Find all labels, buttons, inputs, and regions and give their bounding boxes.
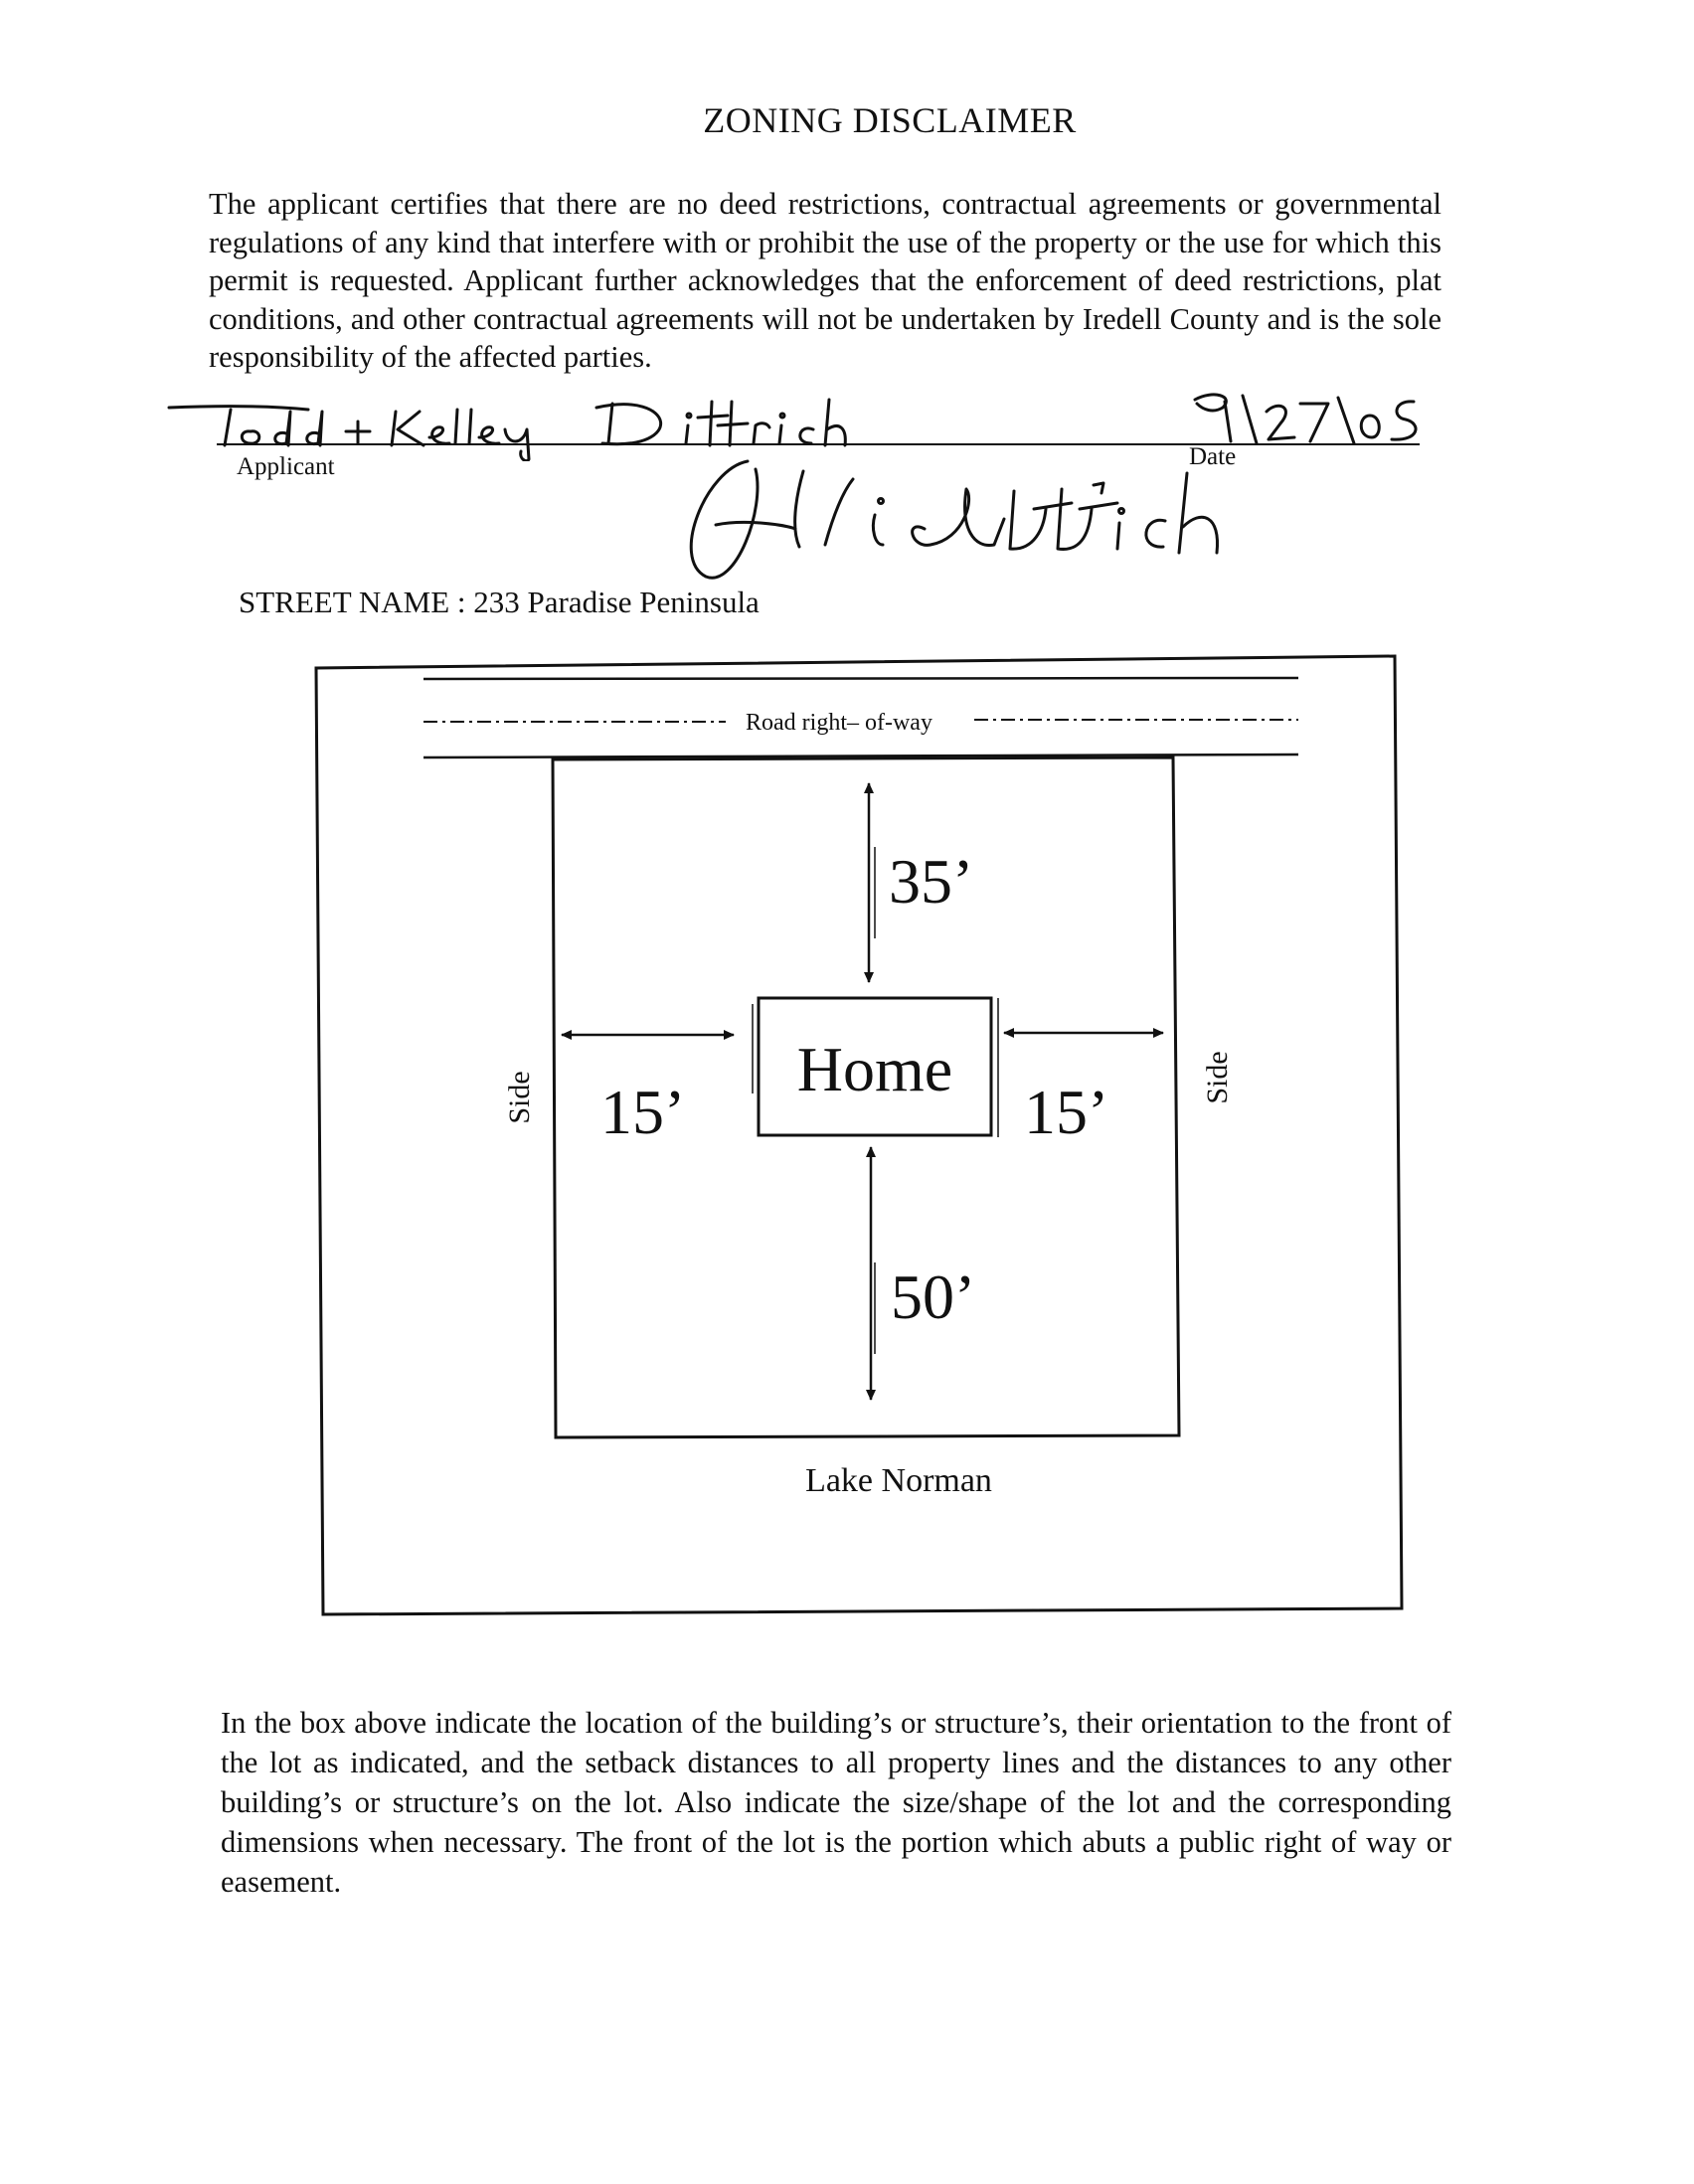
right-side-label: Side <box>1201 1051 1234 1104</box>
left-side-label: Side <box>503 1071 536 1124</box>
road-label: Road right– of-way <box>746 710 932 736</box>
road-top-line <box>424 678 1298 679</box>
document-title: ZONING DISCLAIMER <box>703 100 1077 140</box>
certification-paragraph: The applicant certifies that there are no deed restrictions, contractual agreements or governmental regulations of any kind that interfere with or prohibit the use of the property or the use for which this permit is requested. Applicant further acknowledges that the enforcement of deed restrictions, plat conditions, and other contractual agreements will not be undertaken by Iredell County and is the sole responsibility of the affected parties. <box>209 187 1441 374</box>
date-label: Date <box>1189 443 1237 470</box>
instructions-paragraph: In the box above indicate the location of the building’s or structure’s, their orientation to the front of the lot as indicated, and the setback distances to all property lines and the distances to any other building’s or structure’s on the lot. Also indicate the size/shape of the lot and the corresponding dimensions when necessary. The front of the lot is the portion which abuts a public right of way or easement. <box>221 1706 1451 1899</box>
right-setback-value: 15’ <box>1024 1077 1109 1147</box>
lake-norman-label: Lake Norman <box>805 1462 992 1499</box>
street-name-value: 233 Paradise Peninsula <box>473 585 760 619</box>
home-label: Home <box>796 1034 953 1104</box>
left-setback-value: 15’ <box>600 1077 686 1147</box>
street-name-label: STREET NAME : <box>239 585 466 619</box>
rear-setback-value: 50’ <box>891 1261 976 1332</box>
front-setback-value: 35’ <box>889 846 974 917</box>
applicant-label: Applicant <box>237 453 335 480</box>
